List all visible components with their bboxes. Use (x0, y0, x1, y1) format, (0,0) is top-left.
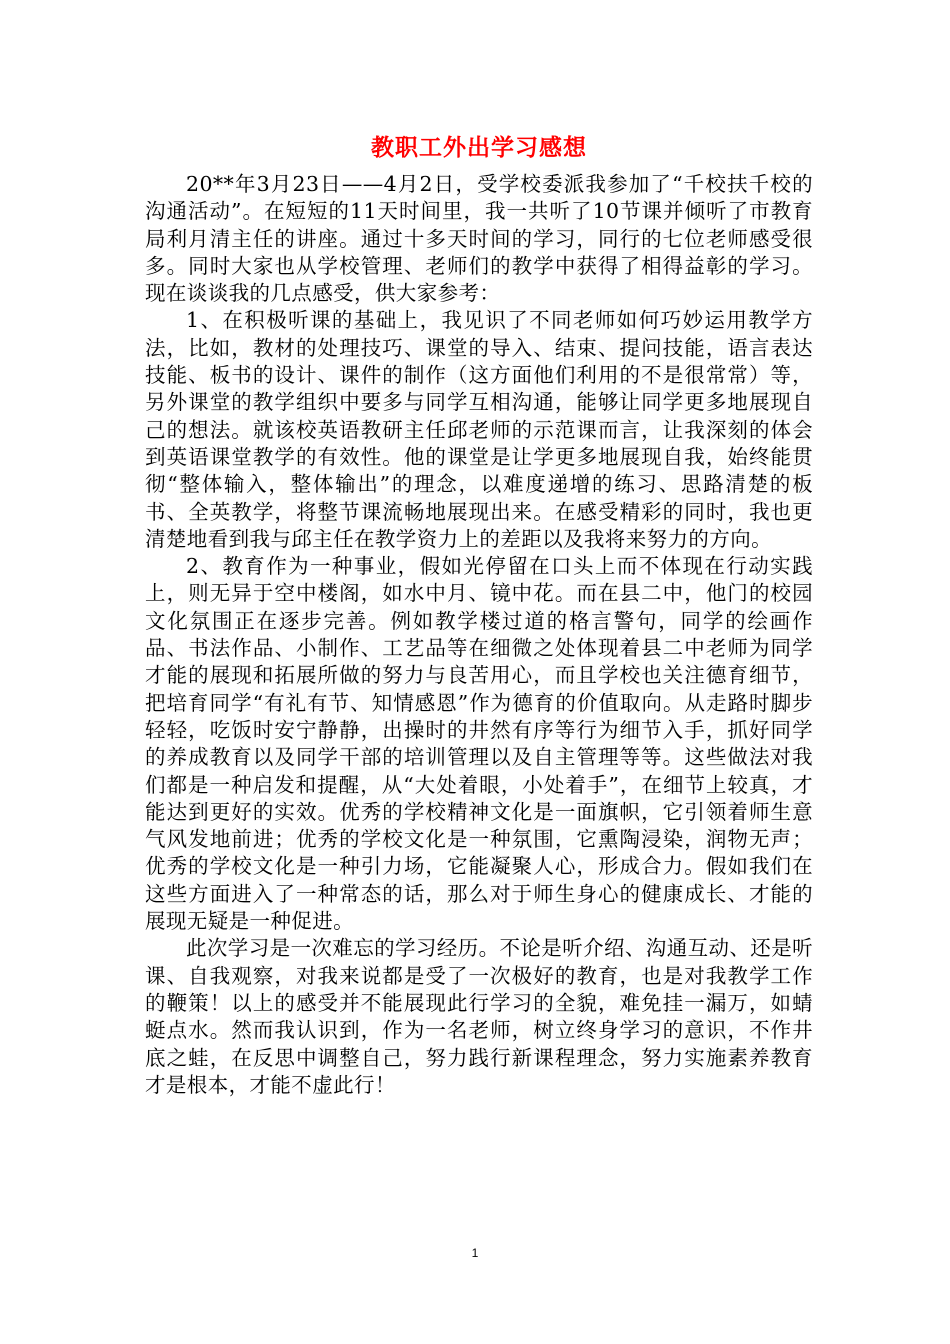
document-body (145, 133, 813, 1099)
paragraph-conclusion: 此次学习是一次难忘的学习经历。不论是听介绍、沟通互动、还是听课、自我观察，对我来说都是受了一次极好的教育，也是对我教学工作的鞭策！以上的感受并不能展现此行学习的全貌，难免挂一漏万，如蜻蜓点水。然而我认识到，作为一名老师，树立终身学习的意识，不作井底之蛙，在反思中调整自己，努力践行新课程理念，努力实施素养教育才是根本，才能不虚此行！ (145, 936, 813, 1097)
paragraph-point-1: 1、在积极听课的基础上，我见识了不同老师如何巧妙运用教学方法，比如，教材的处理技巧、课堂的导入、结束、提问技能，语言表达技能、板书的设计、课件的制作（这方面他们利用的不是很常常）等，另外课堂的教学组织中要多与同学互相沟通，能够让同学更多地展现自己的想法。就该校英语教研主任邱老师的示范课而言，让我深刻的体会到英语课堂教学的有效性。他的课堂是让学更多地展现自我，始终能贯彻“整体输入，整体输出”的理念，以难度递增的练习、思路清楚的板书、全英教学，将整节课流畅地展现出来。在感受精彩的同时，我也更清楚地看到我与邱主任在教学资力上的差距以及我将来努力的方向。 (145, 308, 813, 551)
document-title: 教职工外出学习感想 (371, 134, 587, 161)
paragraph-intro: 20**年3月23日——4月2日，受学校委派我参加了“千校扶千校的沟通活动”。在短短的11天时间里，我一共听了10节课并倾听了市教育局利月清主任的讲座。通过十多天时间的学习，同行的七位老师感受很多。同时大家也从学校管理、老师们的教学中获得了相得益彰的学习。现在谈谈我的几点感受，供大家参考： (145, 172, 813, 306)
page-number: 1 (471, 1246, 479, 1260)
paragraph-point-2: 2、教育作为一种事业，假如光停留在口头上而不体现在行动实践上，则无异于空中楼阁，如水中月、镜中花。而在县二中，他门的校园文化氛围正在逐步完善。例如教学楼过道的格言警句，同学的绘画作品、书法作品、小制作、工艺品等在细微之处体现着县二中老师为同学才能的展现和拓展所做的努力与良苦用心，而且学校也关注德育细节，把培育同学“有礼有节、知情感恩”作为德育的价值取向。从走路时脚步轻轻，吃饭时安宁静静，出操时的井然有序等行为细节入手，抓好同学的养成教育以及同学干部的培训管理以及自主管理等等。这些做法对我们都是一种启发和提醒，从“大处着眼，小处着手”，在细节上较真，才能达到更好的实效。优秀的学校精神文化是一面旗帜，它引领着师生意气风发地前进；优秀的学校文化是一种氛围，它熏陶浸染，润物无声；优秀的学校文化是一种引力场，它能凝聚人心，形成合力。假如我们在这些方面进入了一种常态的话，那么对于师生身心的健康成长、才能的展现无疑是一种促进。 (145, 554, 813, 934)
